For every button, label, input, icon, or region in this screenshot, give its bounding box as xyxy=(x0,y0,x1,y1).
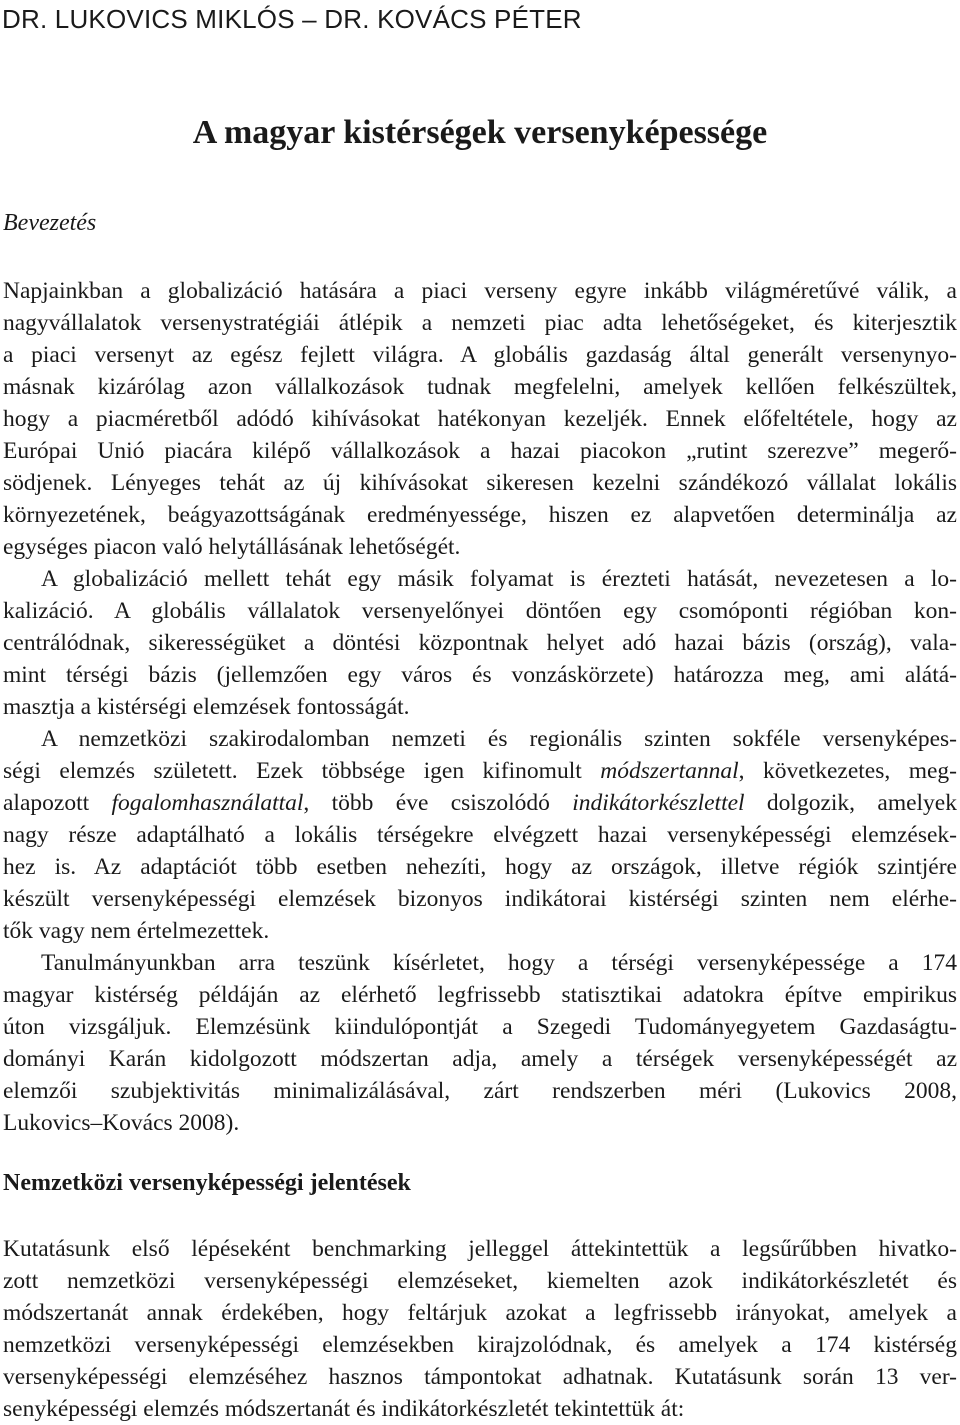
text-line: senyképességi elemzés módszertanát és indikátorkészletét tekintettük át: xyxy=(3,1396,685,1422)
text-line: nemzetközi versenyképességi elemzésekben kirajzolódnak, és amelyek a 174 kistérség xyxy=(3,1332,957,1358)
section-heading-international-reports: Nemzetközi versenyképességi jelentések xyxy=(3,1170,411,1196)
paper-title: A magyar kistérségek versenyképessége xyxy=(192,114,768,151)
text-line-with-italic: ségi elemzés született. Ezek többsége igen kifinomult módszertannal, következetes, meg- xyxy=(3,758,958,784)
text-line: nagyvállalatok versenystratégiái átlépik a nemzeti piac adta lehetőségeket, és kiterjesztik xyxy=(3,310,957,336)
text-line: hez is. Az adaptációt több esetben nehezíti, hogy az országok, illetve régiók szintjére xyxy=(3,854,957,880)
text-line: masztja a kistérségi elemzések fontosságát. xyxy=(3,694,410,720)
text-line: Tanulmányunkban arra teszünk kísérletet, hogy a térségi versenyképessége a 174 xyxy=(41,950,957,976)
text-line-with-italic: alapozott fogalomhasználattal, több éve csiszolódó indikátorkészlettel dolgozik, amelyek xyxy=(3,790,957,816)
text-line: zott nemzetközi versenyképességi elemzéseket, kiemelten azok indikátorkészletét és xyxy=(3,1268,957,1294)
text-line: elemzői szubjektivitás minimalizálásával, zárt rendszerben méri (Lukovics 2008, xyxy=(3,1078,957,1104)
text-line: Európai Unió piacára kilépő vállalkozások a hazai piacokon „rutint szerezve” megerő- xyxy=(3,438,957,464)
text-line: versenyképességi elemzéséhez hasznos támpontokat adhatnak. Kutatásunk során 13 ver- xyxy=(3,1364,957,1390)
text-line: magyar kistérség példáján az elérhető legfrissebb statisztikai adatokra építve empirikus xyxy=(3,982,957,1008)
text-line: nagy része adaptálható a lokális térségekre elvégzett hazai versenyképességi elemzések- xyxy=(3,822,957,848)
text-line: Napjainkban a globalizáció hatására a piaci verseny egyre inkább világméretűvé válik, a xyxy=(3,278,957,304)
text-line: A globalizáció mellett tehát egy másik folyamat is érezteti hatását, nevezetesen a lo- xyxy=(41,566,957,592)
section-heading-introduction: Bevezetés xyxy=(3,210,97,236)
text-line: másnak kizárólag azon vállalkozások tudnak megfelelni, amelyek kellően felkészültek, xyxy=(3,374,957,400)
text-line: hogy a piacméretből adódó kihívásokat hatékonyan kezeljék. Ennek előfeltétele, hogy az xyxy=(3,406,957,432)
text-line: dományi Karán kidolgozott módszertan adja, amely a térségek versenyképességét az xyxy=(3,1046,957,1072)
text-line: módszertanát annak érdekében, hogy feltárjuk azokat a legfrissebb irányokat, amelyek a xyxy=(3,1300,957,1326)
text-line: Kutatásunk első lépéseként benchmarking jelleggel áttekintettük a legsűrűbben hivatko- xyxy=(3,1236,957,1262)
text-line: mint térségi bázis (jellemzően egy város és vonzáskörzete) határozza meg, ami alátá- xyxy=(3,662,957,688)
text-line: kalizáció. A globális vállalatok versenyelőnyei döntően egy csomóponti régióban kon- xyxy=(3,598,957,624)
text-line: a piaci versenyt az egész fejlett világra. A globális gazdaság által generált versenynyo- xyxy=(3,342,957,368)
text-line: centrálódnak, sikerességüket a döntési központnak helyet adó hazai bázis (ország), vala- xyxy=(3,630,957,656)
text-line: södjenek. Lényeges tehát az új kihívásokat sikeresen kezelni szándékozó vállalat lokális xyxy=(3,470,957,496)
author-names: DR. LUKOVICS MIKLÓS – DR. KOVÁCS PÉTER xyxy=(2,4,582,34)
text-line: egységes piacon való helytállásának lehetőségét. xyxy=(3,534,461,560)
text-line: tők vagy nem értelmezettek. xyxy=(3,918,270,944)
text-line: Lukovics–Kovács 2008). xyxy=(3,1110,240,1136)
text-line: úton vizsgáljuk. Elemzésünk kiindulópontját a Szegedi Tudományegyetem Gazdaságtu- xyxy=(3,1014,957,1040)
text-line: környezetének, beágyazottságának eredményessége, hiszen ez alapvetően determinálja az xyxy=(3,502,957,528)
text-line: készült versenyképességi elemzések bizonyos indikátorai kistérségi szinten nem elérhe- xyxy=(3,886,957,912)
text-line: A nemzetközi szakirodalomban nemzeti és regionális szinten sokféle versenyképes- xyxy=(41,726,957,752)
